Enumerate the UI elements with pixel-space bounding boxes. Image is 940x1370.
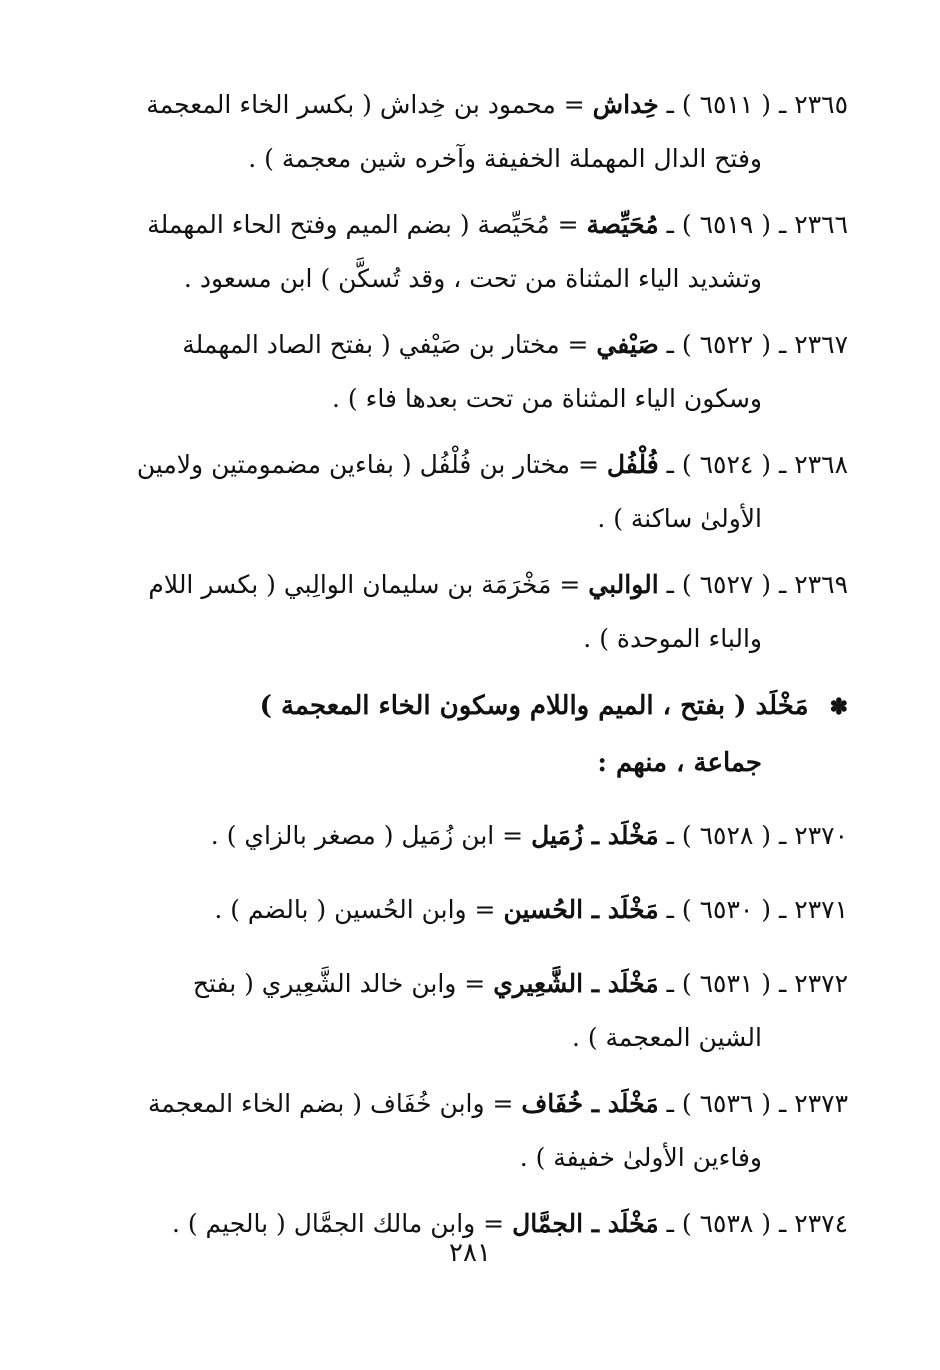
entry-continuation: الأولىٰ ساكنة ) . [597,504,762,533]
entry-text: = وابن مالك الجمَّال ( بالجيم ) . [171,1209,513,1238]
entry-name: الوالبي [588,570,659,599]
entry-number: ٢٣٧١ [794,895,848,924]
entry-text: = وابن الحُسين ( بالضم ) . [214,895,504,924]
entry-number: ٢٣٦٦ [794,210,848,239]
entry [96,809,848,863]
dash: ـ [666,210,674,239]
entry [96,1077,848,1185]
entry-number: ٢٣٧٢ [794,969,848,998]
entry-name: مَخْلَد ـ الحُسين [503,895,659,924]
entry-reference: ( ٦٥٣٠ ) [681,895,772,924]
dash: ـ [779,821,787,850]
entry-reference: ( ٦٥٢٨ ) [681,821,772,850]
star-icon: ✽ [829,694,848,720]
entry-text: = وابن خالد الشَّعِيري ( بفتح [192,969,494,998]
entry-number: ٢٣٧٣ [794,1089,848,1118]
entry-reference: ( ٦٥١٩ ) [681,210,772,239]
entry-text: = وابن خُفَاف ( بضم الخاء المعجمة [148,1089,522,1118]
entry-number: ٢٣٦٧ [794,330,848,359]
entry-continuation: وتشديد الياء المثناة من تحت ، وقد تُسكَّن ) ابن مسعود . [183,264,762,293]
entry-name: مَخْلَد ـ الشَّعِيري [493,969,659,998]
dash: ـ [779,450,787,479]
entry-text: = محمود بن خِداش ( بكسر الخاء المعجمة [146,90,593,119]
section-heading-subtitle: جماعة ، منهم : [597,748,762,778]
entry-reference: ( ٦٥٢٧ ) [681,570,772,599]
dash: ـ [666,450,674,479]
entry-continuation: وفتح الدال المهملة الخفيفة وآخره شين معجمة ) . [248,144,762,173]
entry-continuation: والباء الموحدة ) . [583,624,762,653]
entry-name: مَخْلَد ـ خُفَاف [521,1089,659,1118]
entry-name: صَيْفي [596,330,659,359]
dash: ـ [779,210,787,239]
entry-reference: ( ٦٥٣١ ) [681,969,772,998]
dash: ـ [779,330,787,359]
dash: ـ [779,895,787,924]
entry-continuation: وسكون الياء المثناة من تحت بعدها فاء ) . [331,384,762,413]
entry-number: ٢٣٧٠ [794,821,848,850]
entry-reference: ( ٦٥٣٦ ) [681,1089,772,1118]
entry-number: ٢٣٦٥ [794,90,848,119]
entry-text: = مُحَيِّصة ( بضم الميم وفتح الحاء المهملة [147,210,587,239]
dash: ـ [779,570,787,599]
section-heading-title: مَخْلَد ( بفتح ، الميم واللام وسكون الخاء المعجمة ) [259,691,809,721]
dash: ـ [666,570,674,599]
dash: ـ [779,969,787,998]
page-content [96,78,848,1271]
dash: ـ [666,90,674,119]
entry-text: = مَخْرَمَة بن سليمان الوالِبي ( بكسر اللام [148,570,589,599]
entry-name: مُحَيِّصة [586,210,659,239]
entry [96,318,848,426]
dash: ـ [779,90,787,119]
dash: ـ [666,1089,674,1118]
dash: ـ [666,821,674,850]
entry-number: ٢٣٦٨ [794,450,848,479]
entry-reference: ( ٦٥٣٨ ) [681,1209,772,1238]
dash: ـ [666,969,674,998]
entry [96,438,848,546]
entry-name: مَخْلَد ـ زُمَيل [531,821,659,850]
entry-text: = مختار بن فُلْفُل ( بفاءين مضمومتين ولامين [136,450,607,479]
entry [96,883,848,937]
section-heading [96,678,848,791]
entry-name: مَخْلَد ـ الجمَّال [512,1209,659,1238]
entry-reference: ( ٦٥٢٢ ) [681,330,772,359]
dash: ـ [666,330,674,359]
page-number: ٢٨١ [449,1238,491,1268]
dash: ـ [779,1209,787,1238]
entry [96,78,848,186]
dash: ـ [666,1209,674,1238]
entry [96,198,848,306]
entry-continuation: الشين المعجمة ) . [571,1023,762,1052]
entry-number: ٢٣٧٤ [794,1209,848,1238]
entry-text: = مختار بن صَيْفي ( بفتح الصاد المهملة [182,330,597,359]
entry-continuation: وفاءين الأولىٰ خفيفة ) . [519,1143,762,1172]
entry-name: خِداش [592,90,659,119]
dash: ـ [779,1089,787,1118]
entry-number: ٢٣٦٩ [794,570,848,599]
entry-text: = ابن زُمَيل ( مصغر بالزاي ) . [210,821,532,850]
entry-reference: ( ٦٥١١ ) [681,90,772,119]
entry [96,558,848,666]
entry [96,957,848,1065]
entry-name: فُلْفُل [606,450,659,479]
entry-reference: ( ٦٥٢٤ ) [681,450,772,479]
dash: ـ [666,895,674,924]
